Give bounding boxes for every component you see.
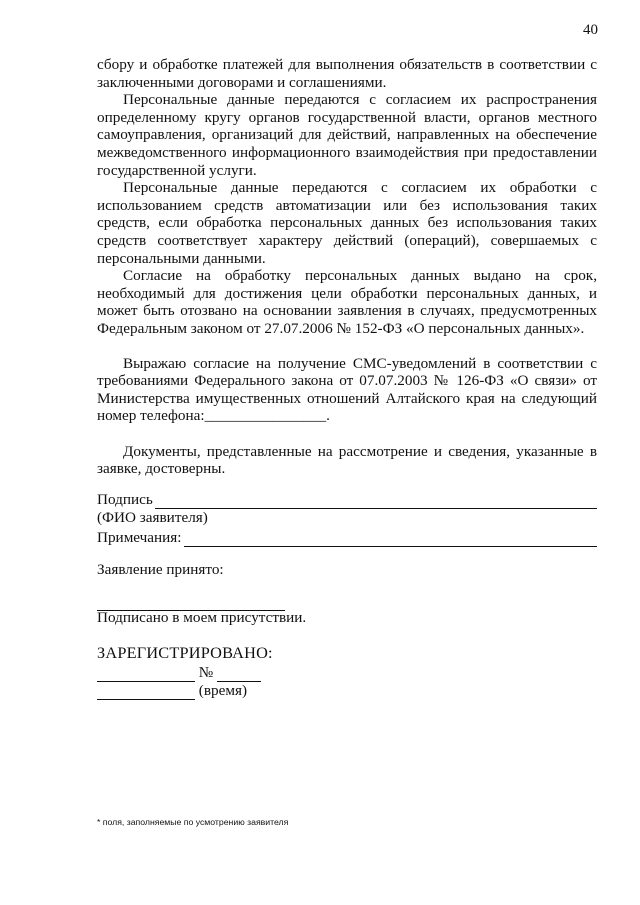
paragraph-distribution-consent: Персональные данные передаются с согласием их распространения определенному кругу органов государственной власти, органов местного самоуправления, организаций для действий, направленных на обеспечение межведомственного информационного взаимодействия при предоставлении государственной услуги. (97, 91, 597, 179)
paragraph-processing-consent: Персональные данные передаются с согласием их обработки с использованием средств автоматизации или без использования таких средств, если обработка персональных данных без использования таких средств соответствует характеру действий (операций), совершаемых с персональными данными. (97, 179, 597, 267)
signed-in-presence: Подписано в моем присутствии. (97, 609, 307, 626)
registration-number-row (97, 664, 273, 682)
spacer (97, 425, 597, 443)
fio-label: (ФИО заявителя) (97, 509, 208, 526)
paragraph-payments-continuation: сбору и обработке платежей для выполнения обязательств в соответствии с заключенными договорами и соглашениями. (97, 56, 597, 91)
footnote: * поля, заполняемые по усмотрению заявителя (97, 817, 289, 827)
number-sign: № (198, 664, 214, 681)
registration-time-line (97, 684, 195, 700)
notes-line (184, 531, 597, 547)
document-body (97, 56, 597, 478)
registration-date-line (97, 666, 195, 682)
signature-block (97, 489, 597, 547)
notes-label: Примечания: (97, 529, 182, 546)
registration-time-row (97, 682, 273, 700)
notes-row (97, 527, 597, 547)
page-number: 40 (583, 22, 598, 38)
paragraph-documents-valid: Документы, представленные на рассмотрение и сведения, указанные в заявке, достоверны. (97, 442, 597, 478)
registration-title: ЗАРЕГИСТРИРОВАНО: (97, 643, 273, 662)
registration-block (97, 644, 273, 700)
registration-number-line (217, 666, 261, 682)
signature-line (155, 493, 597, 509)
time-label: (время) (198, 682, 248, 699)
paragraph-sms-consent: Выражаю согласие на получение СМС-уведомлений в соответствии с требованиями Федерального закона от 07.07.2003 № 126-ФЗ «О связи» от Министерства имущественных отношений Алтайского края на следующий номер телефона:________________. (97, 354, 597, 425)
spacer (97, 338, 597, 355)
paragraph-consent-term: Согласие на обработку персональных данных выдано на срок, необходимый для достижения цели обработки персональных данных, и может быть отозвано на основании заявления в случаях, предусмотренных Федеральным законом от 27.07.2006 № 152-ФЗ «О персональных данных». (97, 267, 597, 337)
acceptance-label: Заявление принято: (97, 561, 224, 578)
signature-row (97, 489, 597, 509)
signature-label: Подпись (97, 491, 153, 509)
acceptance-block (97, 561, 285, 611)
